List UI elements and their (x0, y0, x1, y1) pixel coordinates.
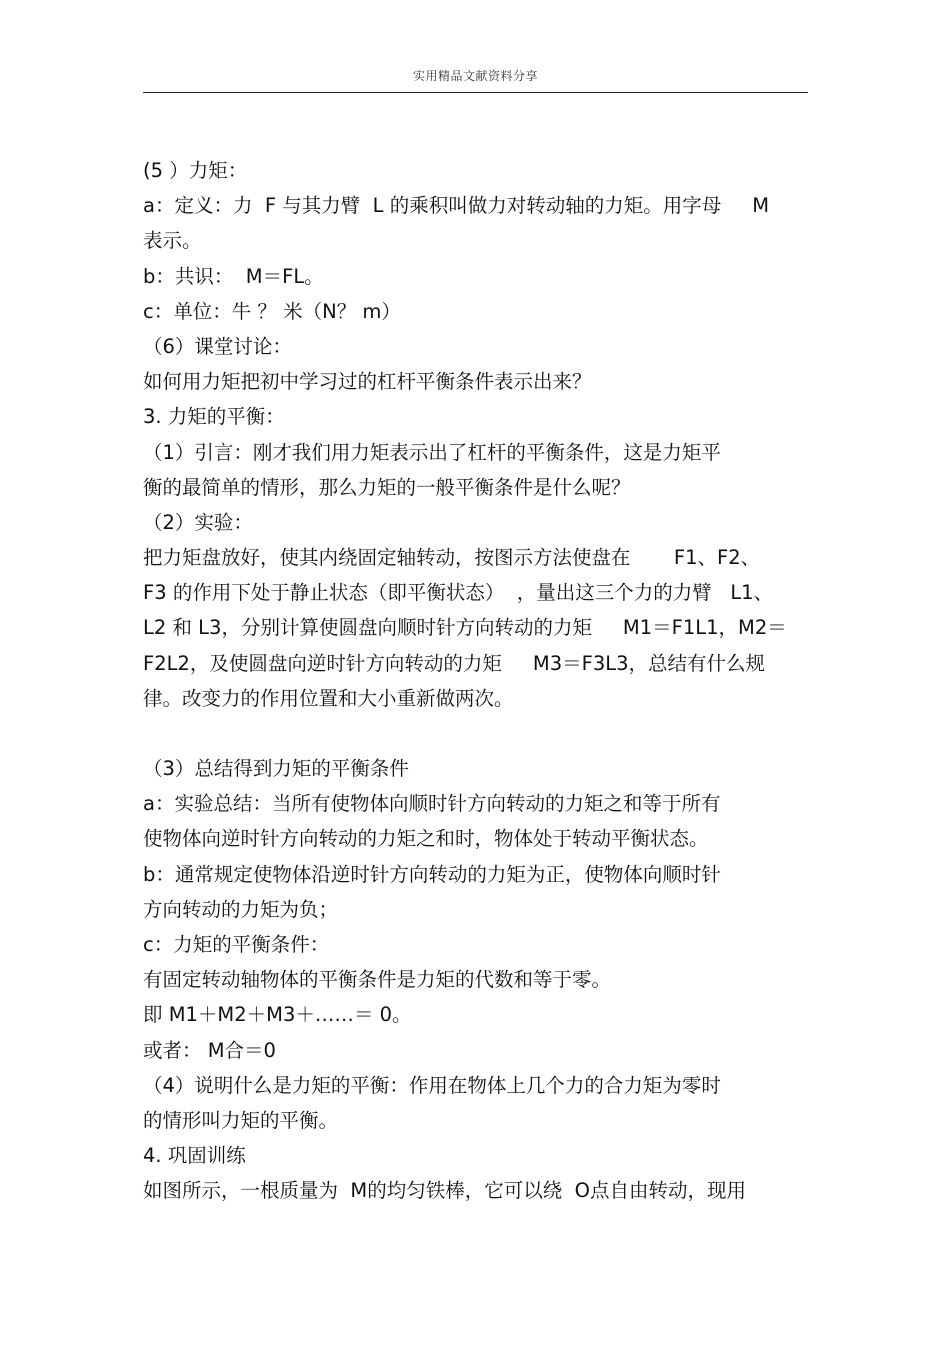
text-line: b：共识： M＝FL。 (143, 264, 324, 288)
document-body (143, 153, 823, 1208)
text-line: （2）实验： (143, 510, 253, 534)
text-line: 有固定转动轴物体的平衡条件是力矩的代数和等于零。 (143, 968, 612, 992)
text-line: c：力矩的平衡条件： (143, 932, 330, 956)
text-line: a：定义：力 F 与其力臂 L 的乘积叫做力对转动轴的力矩。用字母 M (143, 194, 770, 218)
text-line: (5 ）力矩： (143, 159, 248, 182)
text-line: （1）引言：刚才我们用力矩表示出了杠杆的平衡条件，这是力矩平 (143, 440, 721, 464)
text-line: 如图所示，一根质量为 M的均匀铁棒，它可以绕 O点自由转动，现用 (143, 1179, 746, 1203)
text-line: 如何用力矩把初中学习过的杠杆平衡条件表示出来？ (143, 370, 592, 394)
text-line: c：单位：牛 ？ 米（N？ m） (143, 299, 401, 323)
text-line: 即 M1＋M2＋M3＋……＝ 0。 (143, 1003, 412, 1027)
text-line: b：通常规定使物体沿逆时针方向转动的力矩为正，使物体向顺时针 (143, 862, 721, 886)
text-line: （3）总结得到力矩的平衡条件 (143, 757, 409, 780)
text-line: 表示。 (143, 229, 202, 253)
text-line: a：实验总结：当所有使物体向顺时针方向转动的力矩之和等于所有 (143, 792, 721, 816)
text-line: （6）课堂讨论： (143, 334, 292, 358)
text-line: 或者： M合＝0 (143, 1038, 276, 1062)
page-header (143, 62, 808, 93)
text-line: 4. 巩固训练 (143, 1144, 246, 1168)
text-line: F3 的作用下处于静止状态（即平衡状态） ，量出这三个力的力臂 L1、 (143, 581, 774, 605)
text-line: （4）说明什么是力矩的平衡：作用在物体上几个力的合力矩为零时 (143, 1073, 721, 1097)
text-line: 衡的最简单的情形，那么力矩的一般平衡条件是什么呢？ (143, 475, 631, 499)
header-title: 实用精品文献资料分享 (412, 69, 538, 83)
text-line: 的情形叫力矩的平衡。 (143, 1108, 339, 1132)
text-line: F2L2，及使圆盘向逆时针方向转动的力矩 M3＝F3L3，总结有什么规 (143, 651, 766, 675)
blank-line (143, 716, 823, 751)
text-line: 3. 力矩的平衡： (143, 405, 285, 429)
text-line: 使物体向逆时针方向转动的力矩之和时，物体处于转动平衡状态。 (143, 827, 709, 851)
text-line: 把力矩盘放好，使其内绕固定轴转动，按图示方法使盘在 F1、F2、 (143, 546, 761, 570)
text-line: L2 和 L3，分别计算使圆盘向顺时针方向转动的力矩 M1＝F1L1，M2＝ (143, 616, 787, 640)
text-line: 律。改变力的作用位置和大小重新做两次。 (143, 686, 514, 710)
text-line: 方向转动的力矩为负； (143, 897, 339, 921)
